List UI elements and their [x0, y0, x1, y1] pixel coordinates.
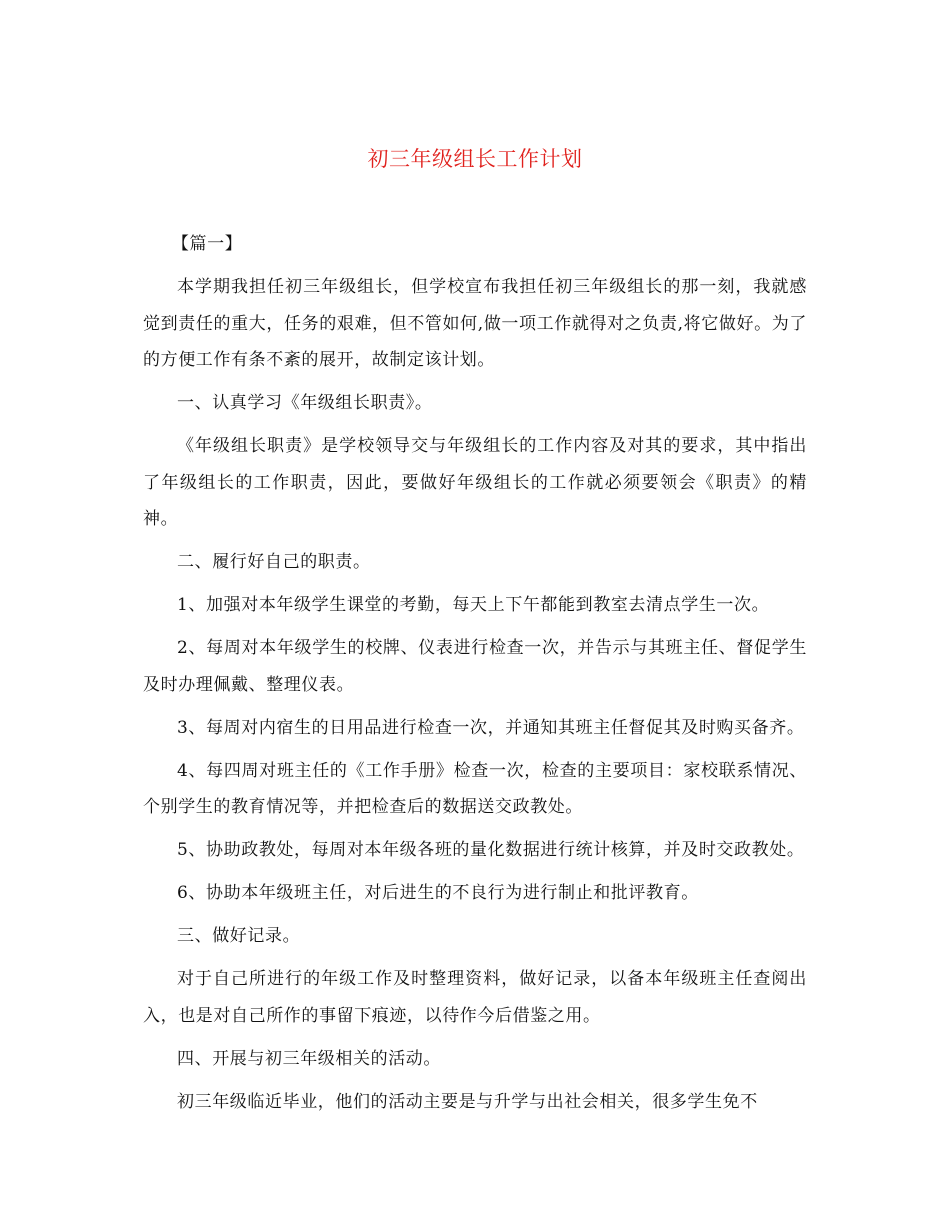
- list-item: 1、加强对本年级学生课堂的考勤，每天上下午都能到教室去清点学生一次。: [177, 595, 770, 615]
- list-item: 2、每周对本年级学生的校牌、仪表进行检查一次，并告示与其班主任、督促学生及时办理佩戴、整理仪表。: [143, 638, 807, 695]
- list-item: 4、每四周对班主任的《工作手册》检查一次，检查的主要项目：家校联系情况、个别学生的教育情况等，并把检查后的数据送交政教处。: [143, 760, 807, 817]
- list-item: 6、协助本年级班主任，对后进生的不良行为进行制止和批评教育。: [177, 883, 699, 903]
- paragraph: 对于自己所进行的年级工作及时整理资料，做好记录，以备本年级班主任查阅出入，也是对自己所作的事留下痕迹，以待作今后借鉴之用。: [143, 969, 807, 1026]
- paragraph: 本学期我担任初三年级组长，但学校宣布我担任初三年级组长的那一刻，我就感觉到责任的重大，任务的艰难，但不管如何,做一项工作就得对之负责,将它做好。为了的方便工作有条不紊的展开，故制定该计划。: [143, 277, 807, 370]
- section-label: 【篇一】: [171, 234, 243, 254]
- document-title: 初三年级组长工作计划: [367, 147, 583, 171]
- paragraph: 《年级组长职责》是学校领导交与年级组长的工作内容及对其的要求，其中指出了年级组长的工作职责，因此，要做好年级组长的工作就必须要领会《职责》的精神。: [143, 436, 807, 529]
- heading-paragraph: 四、开展与初三年级相关的活动。: [177, 1048, 441, 1069]
- heading-paragraph: 二、履行好自己的职责。: [177, 552, 371, 572]
- heading-paragraph: 三、做好记录。: [177, 926, 301, 946]
- list-item: 3、每周对内宿生的日用品进行检查一次，并通知其班主任督促其及时购买备齐。: [177, 717, 805, 738]
- paragraph: 初三年级临近毕业，他们的活动主要是与升学与出社会相关，很多学生免不: [177, 1091, 758, 1112]
- document-body: [143, 226, 807, 1127]
- list-item: 5、协助政教处，每周对本年级各班的量化数据进行统计核算，并及时交政教处。: [177, 840, 805, 860]
- heading-paragraph: 一、认真学习《年级组长职责》。: [177, 393, 433, 413]
